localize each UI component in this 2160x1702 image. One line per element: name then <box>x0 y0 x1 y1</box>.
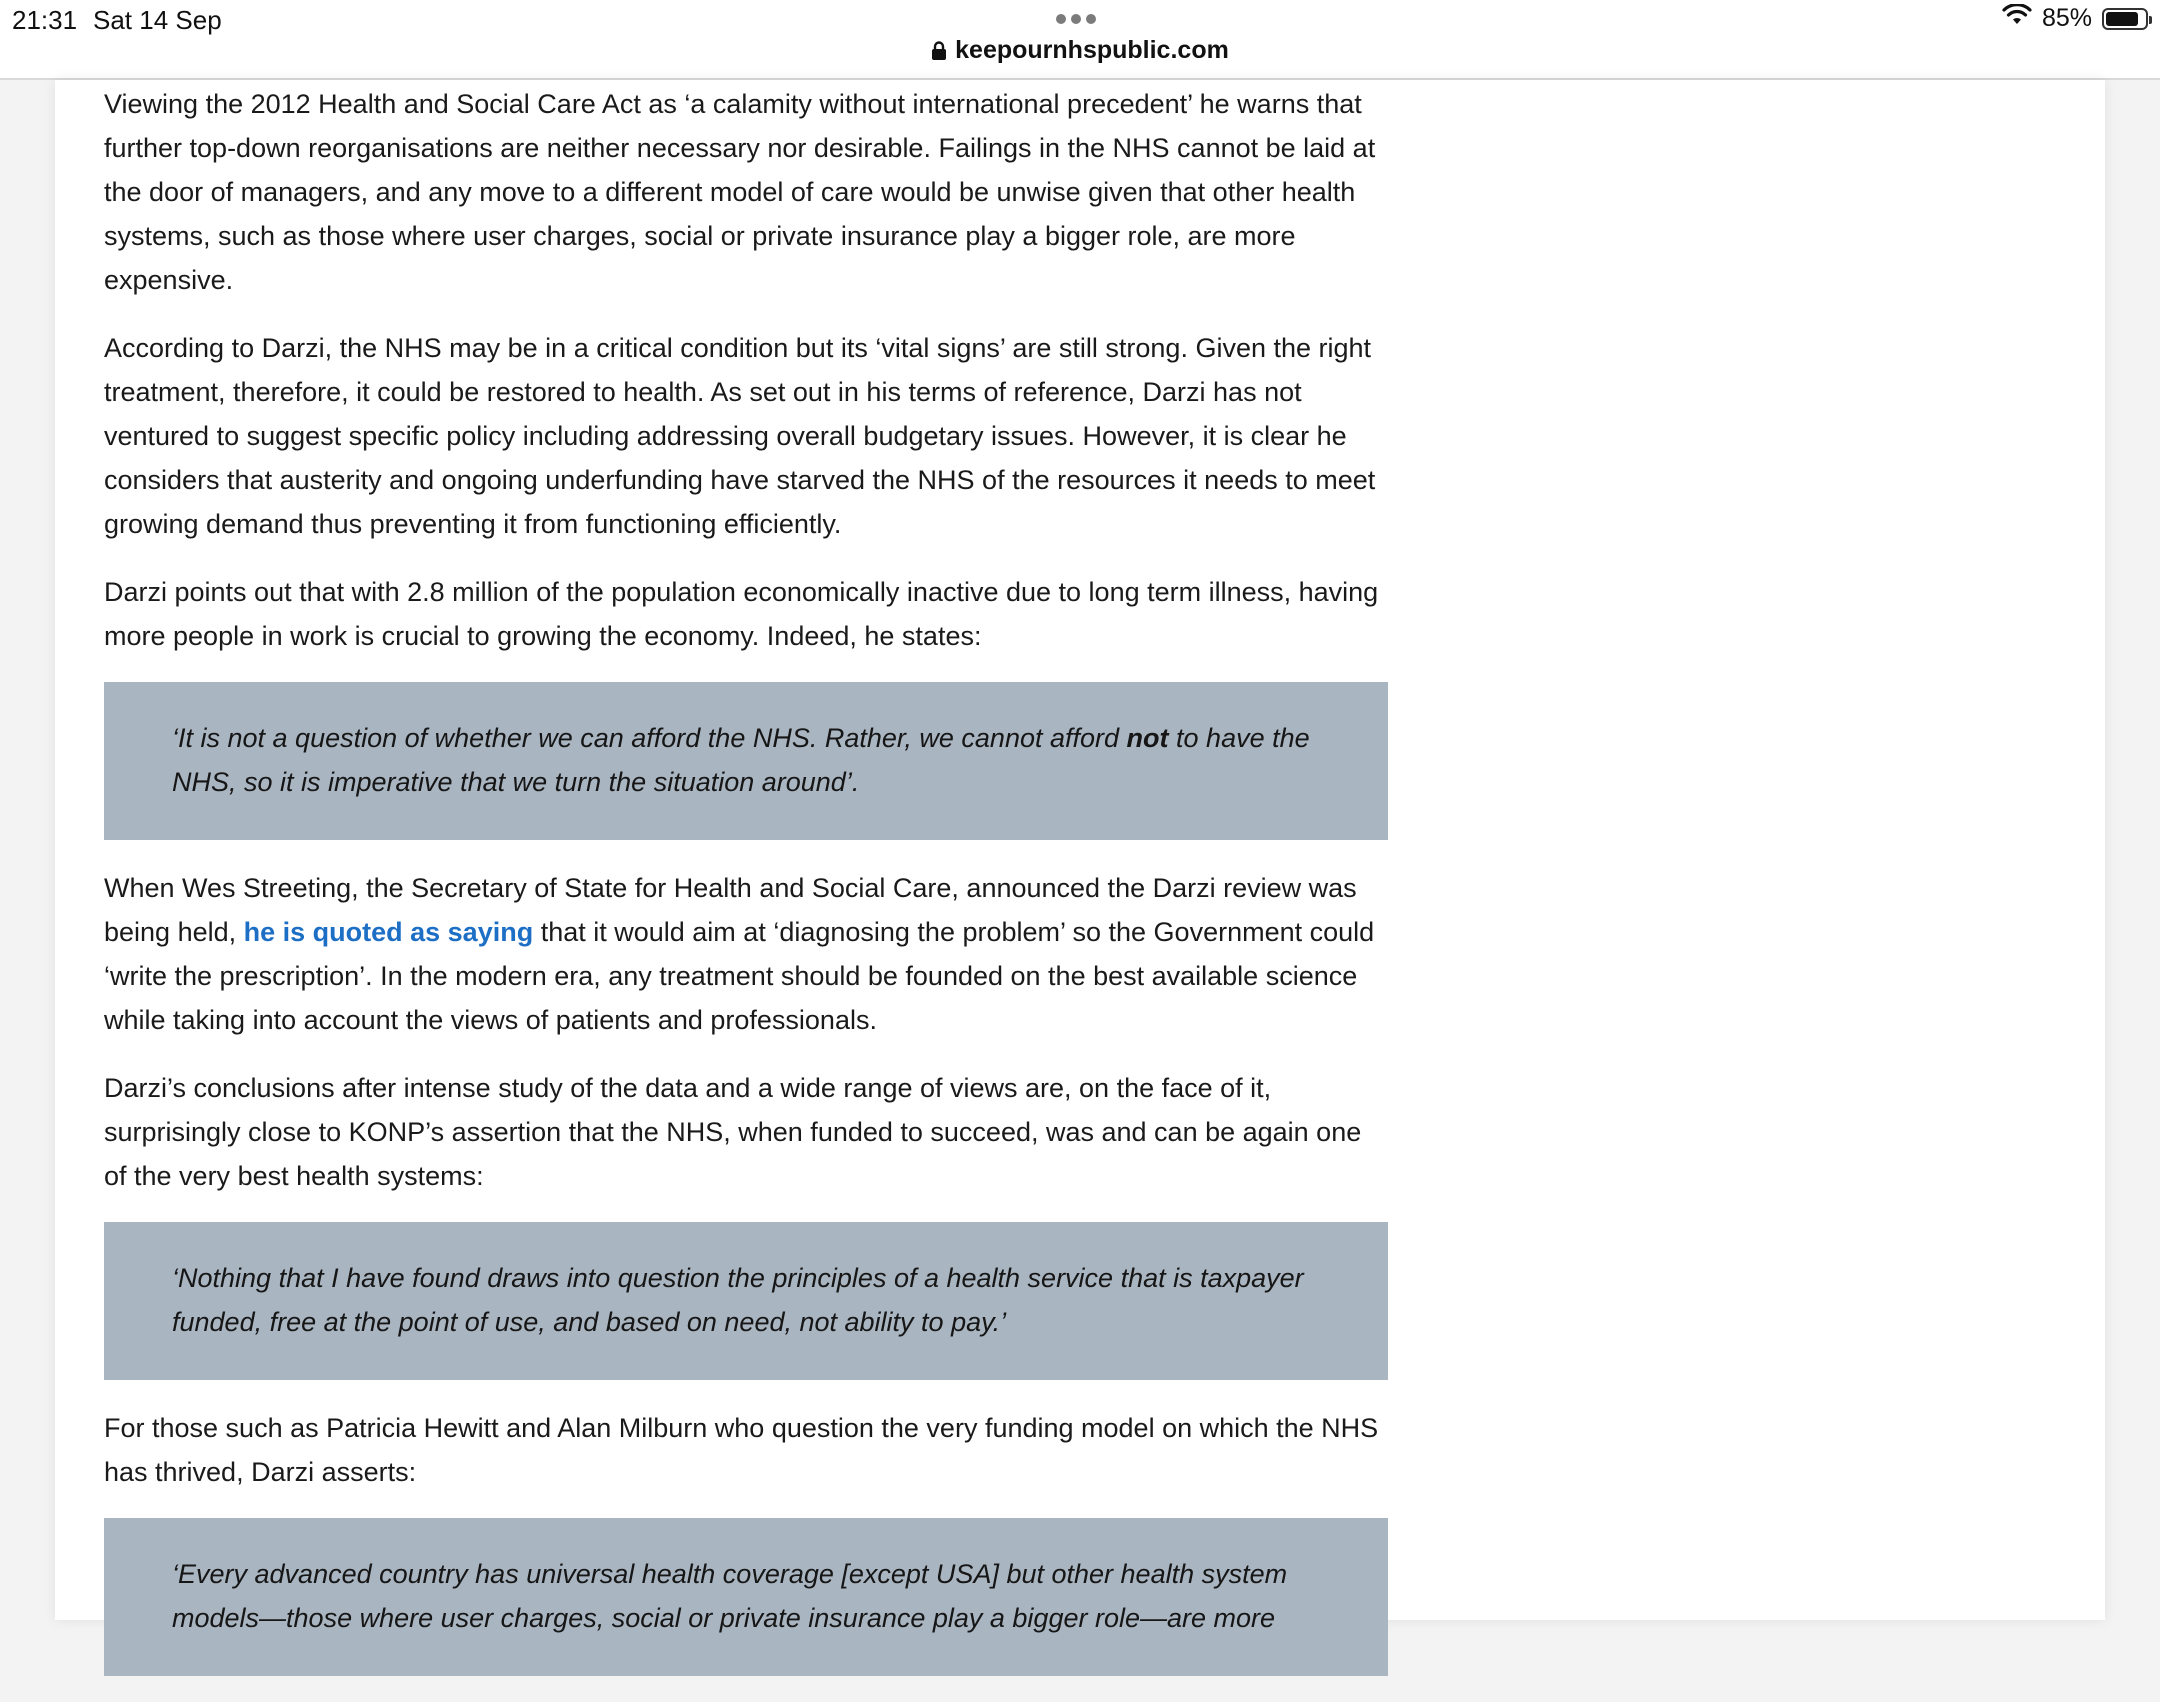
address-bar[interactable] <box>0 36 2160 68</box>
paragraph-text: that it would aim at ‘diagnosing the problem’ so the Government could ‘write the prescription’. In the modern era, any treatment should be founded on the best available science while taking into account the views of patients and professionals. <box>104 917 1375 1035</box>
article-paragraph: Viewing the 2012 Health and Social Care Act as ‘a calamity without international precedent’ he warns that further top-down reorganisations are neither necessary nor desirable. Failings in the NHS cannot be laid at the door of managers, and any move to a different model of care would be unwise given that other health systems, such as those where user charges, social or private insurance play a bigger role, are more expensive. <box>104 89 1376 295</box>
multitasking-menu-icon[interactable] <box>1056 14 1096 24</box>
battery-cap <box>2149 16 2152 24</box>
article-paragraph: For those such as Patricia Hewitt and Alan Milburn who question the very funding model on which the NHS has thrived, Darzi asserts: <box>104 1413 1379 1487</box>
lock-icon <box>931 39 947 68</box>
blockquote: ‘Nothing that I have found draws into question the principles of a health service that is taxpayer funded, free at the point of use, and based on need, not ability to pay.’ <box>104 1222 1388 1380</box>
quote-text: ‘It is not a question of whether we can afford the NHS. Rather, we cannot afford <box>172 723 1127 753</box>
url-text: keepournhspublic.com <box>955 36 1229 64</box>
system-status <box>2002 4 2148 33</box>
article-paragraph: Darzi points out that with 2.8 million of the population economically inactive due to long term illness, having more people in work is crucial to growing the economy. Indeed, he states: <box>104 577 1379 651</box>
dot-icon <box>1071 14 1081 24</box>
blockquote: ‘Every advanced country has universal health coverage [except USA] but other health system models—those where user charges, social or private insurance play a bigger role—are more <box>104 1518 1388 1676</box>
status-time: 21:31 <box>12 5 78 35</box>
article-paragraph: Darzi’s conclusions after intense study of the data and a wide range of views are, on the face of it, surprisingly close to KONP’s assertion that the NHS, when funded to succeed, was and can be again one of the very best health systems: <box>104 1073 1362 1191</box>
dot-icon <box>1086 14 1096 24</box>
article-paragraph <box>104 866 1388 1042</box>
wifi-icon <box>2002 4 2032 33</box>
quote-emphasis: not <box>1126 723 1169 753</box>
paragraph-text: When Wes Streeting, the Secretary of State for Health and Social Care, announced the Darzi review was being held, <box>104 873 1357 947</box>
quoted-source-link[interactable]: he is quoted as saying <box>243 917 534 947</box>
dot-icon <box>1056 14 1066 24</box>
battery-icon <box>2102 8 2148 30</box>
battery-fill <box>2106 12 2138 26</box>
battery-percent: 85% <box>2041 4 2092 32</box>
status-date: Sat 14 Sep <box>93 5 222 35</box>
article-body <box>104 82 1388 1702</box>
article-paragraph: According to Darzi, the NHS may be in a critical condition but its ‘vital signs’ are still strong. Given the right treatment, therefore, it could be restored to health. As set out in his terms of reference, Darzi has not ventured to suggest specific policy including addressing overall budgetary issues. However, it is clear he considers that austerity and ongoing underfunding have starved the NHS of the resources it needs to meet growing demand thus preventing it from functioning efficiently. <box>104 333 1376 539</box>
quote-text: to have the NHS, so it is imperative that we turn the situation around’. <box>172 723 1310 797</box>
status-bar <box>0 0 2160 80</box>
blockquote <box>104 682 1388 840</box>
